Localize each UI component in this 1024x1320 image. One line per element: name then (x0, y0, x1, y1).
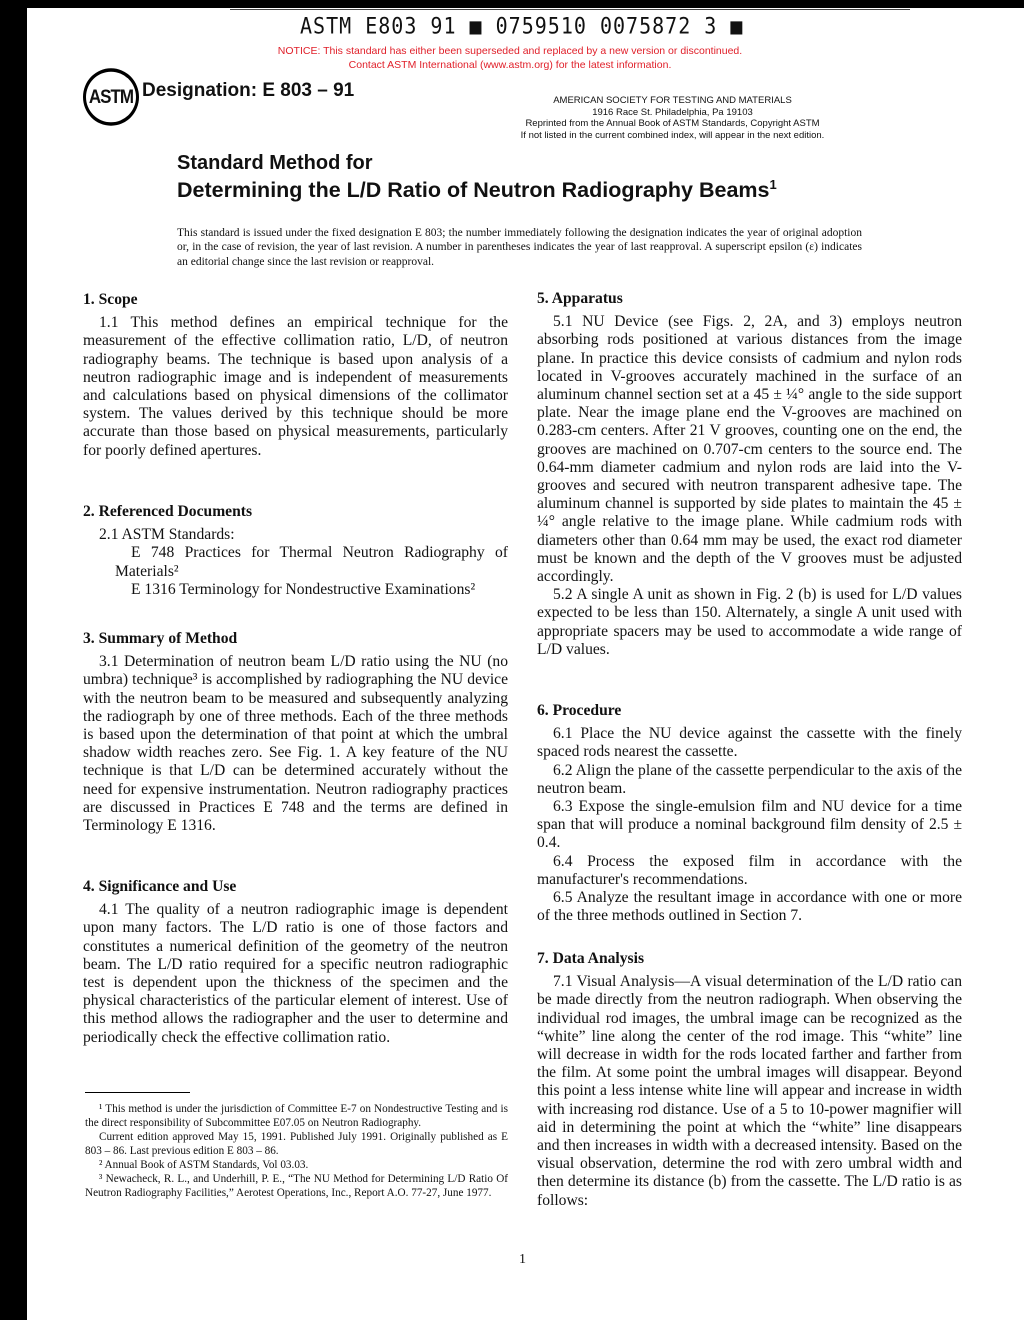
designation: Designation: E 803 – 91 (142, 80, 355, 101)
page-number: 1 (519, 1252, 526, 1267)
section-heading: 3. Summary of Method (83, 630, 238, 647)
footnote: ¹ This method is under the jurisdiction of Committee E-7 on Nondestructive Testing and is the direct responsibility of Subcommittee E07.05 on Neutron Radiography. (85, 1103, 508, 1129)
footnote-ref: 1 (769, 177, 777, 192)
reference-item: E 748 Practices for Thermal Neutron Radiography of Materials² (115, 544, 508, 580)
divider (230, 9, 910, 10)
society-line: 1916 Race St. Philadelphia, Pa 19103 (592, 106, 753, 118)
scan-border-top (0, 0, 1024, 8)
notice-line-2: Contact ASTM International (www.astm.org) for the latest information. (348, 59, 672, 71)
section-heading: 2. Referenced Documents (83, 503, 253, 520)
footnote: Current edition approved May 15, 1991. Published July 1991. Originally published as E 803 – 86. Last previous edition E 803 – 86. (85, 1131, 508, 1157)
paragraph: 5.2 A single A unit as shown in Fig. 2 (b) is used for L/D values expected to be less than 150. Alternately, a single A unit used with appropriate spacers may be used to accommodate a wide range of L/D values. (537, 586, 962, 658)
paragraph: 6.3 Expose the single-emulsion film and NU device for a time span that will produce a nominal background film density of 2.5 ± 0.4. (537, 798, 962, 852)
society-line: If not listed in the current combined index, will appear in the next edition. (520, 129, 825, 141)
catalog-code: ASTM E803 91 ■ 0759510 0075872 3 ■ (300, 12, 744, 40)
footnote-divider (85, 1092, 190, 1093)
footnote: ³ Newacheck, R. L., and Underhill, P. E., “The NU Method for Determining L/D Ratio Of Neutron Radiography Facilities,” Aerotest Operations, Inc., Report A.O. 77-27, June 1977. (85, 1173, 508, 1199)
scan-border-left (0, 0, 27, 1320)
section-heading: 7. Data Analysis (537, 950, 645, 967)
society-info (505, 95, 840, 141)
title-line-2 (177, 177, 777, 203)
paragraph: 2.1 ASTM Standards: (99, 526, 235, 544)
footnote: ² Annual Book of ASTM Standards, Vol 03.03. (99, 1159, 309, 1171)
section-heading: 6. Procedure (537, 702, 622, 719)
intro-note: This standard is issued under the fixed designation E 803; the number immediately following the designation indicates the year of original adoption or, in the case of revision, the year of last revision. A number in parentheses indicates the year of last reapproval. A superscript epsilon (ε) indicates an editorial change since the last revision or reapproval. (177, 227, 862, 268)
paragraph: 3.1 Determination of neutron beam L/D ratio using the NU (no umbra) technique³ is accomplished by radiographing the NU device with the neutron beam to be measured and subsequently analyzing the radiograph by one of three methods. Each of the three methods is based upon the determination of that point at which the umbral shadow width reaches zero. See Fig. 1. A key feature of the NU technique is that L/D can be determined accurately without the need for expensive instrumentation. Neutron radiography practices are discussed in Practices E 748 and the terms are defined in Terminology E 1316. (83, 653, 508, 835)
section-significance (83, 878, 508, 1047)
paragraph: 6.4 Process the exposed film in accordance with the manufacturer's recommendations. (537, 852, 962, 888)
society-line: Reprinted from the Annual Book of ASTM Standards, Copyright ASTM (525, 118, 820, 129)
footnotes (85, 1102, 508, 1200)
society-line: AMERICAN SOCIETY FOR TESTING AND MATERIALS (553, 95, 792, 106)
paragraph: 5.1 NU Device (see Figs. 2, 2A, and 3) employs neutron absorbing rods positioned at various distances from the image plane. In practice this device consists of cadmium and nylon rods located in V-grooves accurately machined in the surface of an aluminum channel section set at a 45 ± ¼° angle to the side support plate. Near the image plane end the V-grooves are machined on 0.283-cm centers. After 21 V grooves, counting one on the end, the grooves are machined on 0.707-cm centers to the source end. The 0.64-mm diameter cadmium and nylon rods are laid into the V-grooves and secured with neutron transparent adhesive tape. The aluminum channel is supported by side plates to maintain the 45 ± ¼° angle relative to the image plane. While cadmium rods with diameters other than 0.64 mm may be used, the exact rod diameter must be known and the depth of the V grooves must be adjusted accordingly. (537, 313, 962, 586)
reference-item: E 1316 Terminology for Nondestructive Examinations² (131, 580, 476, 598)
paragraph: 6.1 Place the NU device against the cassette with the finely spaced rods nearest the cassette. (537, 725, 962, 761)
section-scope (83, 291, 508, 460)
paragraph: 4.1 The quality of a neutron radiographic image is dependent upon many factors. The L/D ratio is one of those factors and constitutes a numerical definition of the geometry of the neutron beam. The L/D ratio required for a specific neutron radiographic test is dependent upon the thickness of the specimen and the physical characteristics of the particular element of interest. Use of this method allows the radiographer and the user to determine and periodically check the effective collimation ratio. (83, 901, 508, 1046)
section-summary (83, 630, 508, 835)
section-referenced-documents (83, 503, 508, 599)
section-apparatus (537, 290, 962, 659)
paragraph: 6.5 Analyze the resultant image in accordance with one or more of the three methods outlined in Section 7. (537, 889, 962, 925)
title-text: Determining the L/D Ratio of Neutron Radiography Beams (177, 178, 770, 203)
title-line-1: Standard Method for (177, 152, 373, 174)
notice-line-1: NOTICE: This standard has either been superseded and replaced by a new version or discontinued. (277, 45, 743, 57)
section-procedure (537, 702, 962, 925)
section-data-analysis (537, 950, 962, 1210)
section-heading: 5. Apparatus (537, 290, 623, 307)
paragraph: 1.1 This method defines an empirical technique for the measurement of the effective collimation ratio, L/D, of neutron radiography beams. The technique is based upon analysis of a neutron radiographic image and is independent of measurements and calculations based on physical dimensions of the collimator system. The values derived by this technique should be more accurate than those based on physical measurements, particularly for poorly defined apertures. (83, 314, 508, 459)
paragraph: 7.1 Visual Analysis—A visual determination of the L/D ratio can be made directly from the neutron radiograph. When observing the individual rod images, the umbral image can be recognized as the “white” line along the center of the rod image. This “white” line will decrease in width for the rods located farther and farther from the film. At some point the umbral images will disappear. Beyond this point a less intense white line will appear and increase in width with increasing rod distance. Use of a 5 to 10-power magnifier will aid in determining the point at which the “white” line disappears and then increases in width with a decreased intensity. Based on the visual observation, determine the rod with zero umbral width and then determine its distance (b) from the cassette. The L/D ratio is as follows: (537, 973, 962, 1209)
section-heading: 1. Scope (83, 291, 138, 308)
section-heading: 4. Significance and Use (83, 878, 237, 895)
astm-logo: ASTM (83, 68, 139, 126)
paragraph: 6.2 Align the plane of the cassette perpendicular to the axis of the neutron beam. (537, 761, 962, 797)
